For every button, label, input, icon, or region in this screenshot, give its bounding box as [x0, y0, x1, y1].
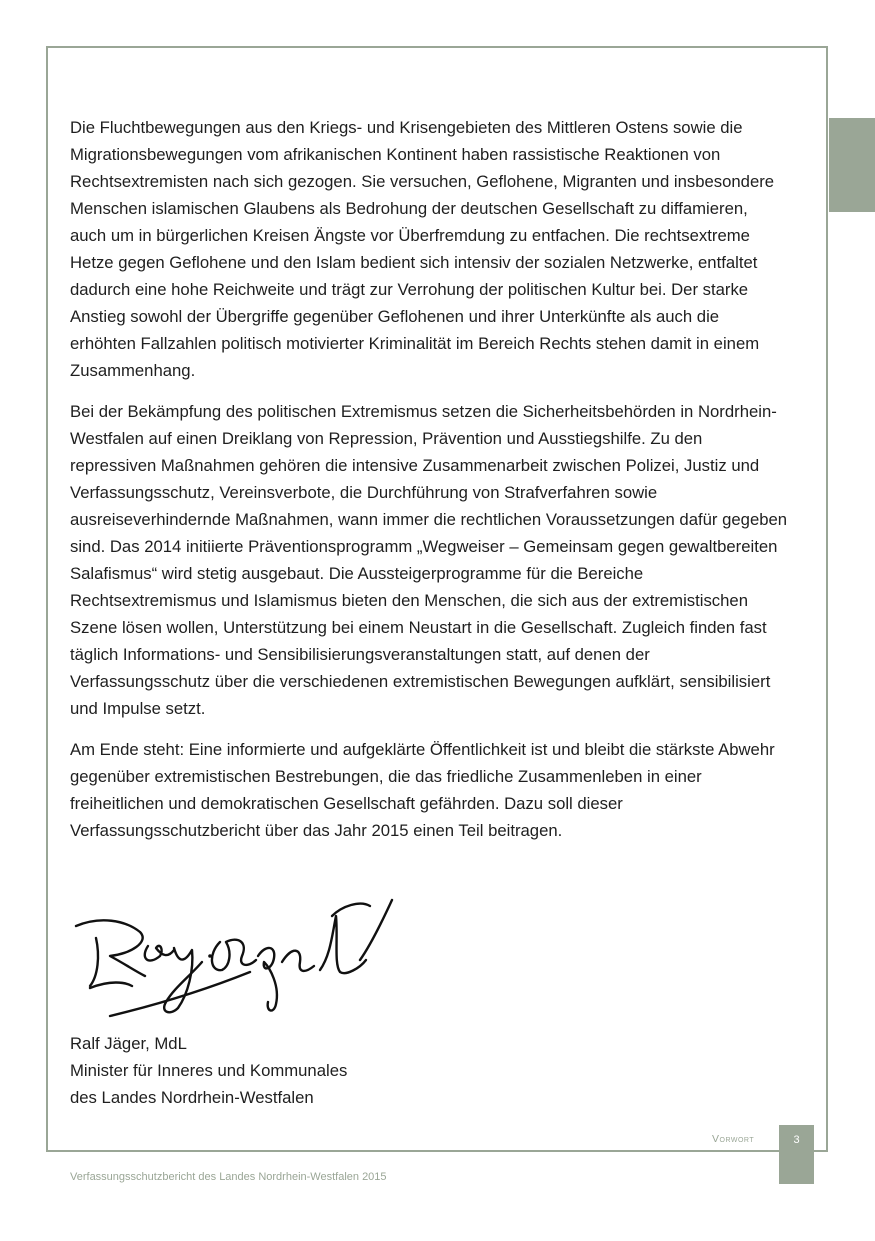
signatory-name: Ralf Jäger, MdL	[70, 1034, 187, 1053]
footer-text: Verfassungsschutzbericht des Landes Nordrhein-Westfalen 2015	[70, 1171, 387, 1183]
section-label: Vorwort	[712, 1133, 755, 1145]
paragraph-2: Bei der Bekämpfung des politischen Extremismus setzen die Sicherheitsbehörden in Nordrhein-Westfalen auf einen Dreiklang von Repression, Prävention und Ausstiegshilfe. Zu den repressiven Maßnahmen gehören die intensive Zusammenarbeit zwischen Polizei, Justiz und Verfassungsschutz, Vereinsverbote, die Durchführung von Strafverfahren sowie ausreiseverhindernde Maßnahmen, wann immer die rechtlichen Voraussetzungen dafür gegeben sind. Das 2014 initiierte Präventionsprogramm „Wegweiser – Gemeinsam gegen gewaltbereiten Salafismus“ wird stetig ausgebaut. Die Aussteigerprogramme für die Bereiche Rechtsextremismus und Islamismus bieten den Menschen, die sich aus der extremistischen Szene lösen wollen, Unterstützung bei einem Neustart in die Gesellschaft. Zugleich finden fast täglich Informations- und Sensibilisierungsveranstaltungen statt, auf denen der Verfassungsschutz über die verschiedenen extremistischen Bewegungen aufklärt, sensibilisiert und Impulse setzt.	[70, 402, 788, 718]
body-text	[70, 114, 788, 858]
paragraph-1: Die Fluchtbewegungen aus den Kriegs- und Krisengebieten des Mittleren Ostens sowie die Migrationsbewegungen vom afrikanischen Kontinent haben rassistische Reaktionen von Rechtsextremisten nach sich gezogen. Sie versuchen, Geflohene, Migranten und insbesondere Menschen islamischen Glaubens als Bedrohung der deutschen Gesellschaft zu diffamieren, auch um in bürgerlichen Kreisen Ängste vor Überfremdung zu entfachen. Die rechtsextreme Hetze gegen Geflohene und den Islam bedient sich intensiv der sozialen Netzwerke, entfaltet dadurch eine hohe Reichweite und trägt zur Verrohung der politischen Kultur bei. Der starke Anstieg sowohl der Übergriffe gegenüber Geflohenen und ihrer Unterkünfte als auch die erhöhten Fallzahlen politisch motivierter Kriminalität im Bereich Rechts stehen damit in einem Zusammenhang.	[70, 118, 775, 380]
signatory-block	[70, 1030, 347, 1111]
paragraph-3: Am Ende steht: Eine informierte und aufgeklärte Öffentlichkeit ist und bleibt die stärkste Abwehr gegenüber extremistischen Bestrebungen, die das friedliche Zusammenleben in einer freiheitlichen und demokratischen Gesellschaft gefährden. Dazu soll dieser Verfassungsschutzbericht über das Jahr 2015 einen Teil beitragen.	[70, 740, 775, 840]
page-number: 3	[793, 1134, 800, 1146]
signatory-state: des Landes Nordrhein-Westfalen	[70, 1088, 314, 1107]
handwritten-signature	[70, 876, 400, 1026]
page-number-box	[779, 1125, 814, 1184]
signatory-title: Minister für Inneres und Kommunales	[70, 1061, 348, 1080]
chapter-side-tab	[829, 118, 875, 212]
